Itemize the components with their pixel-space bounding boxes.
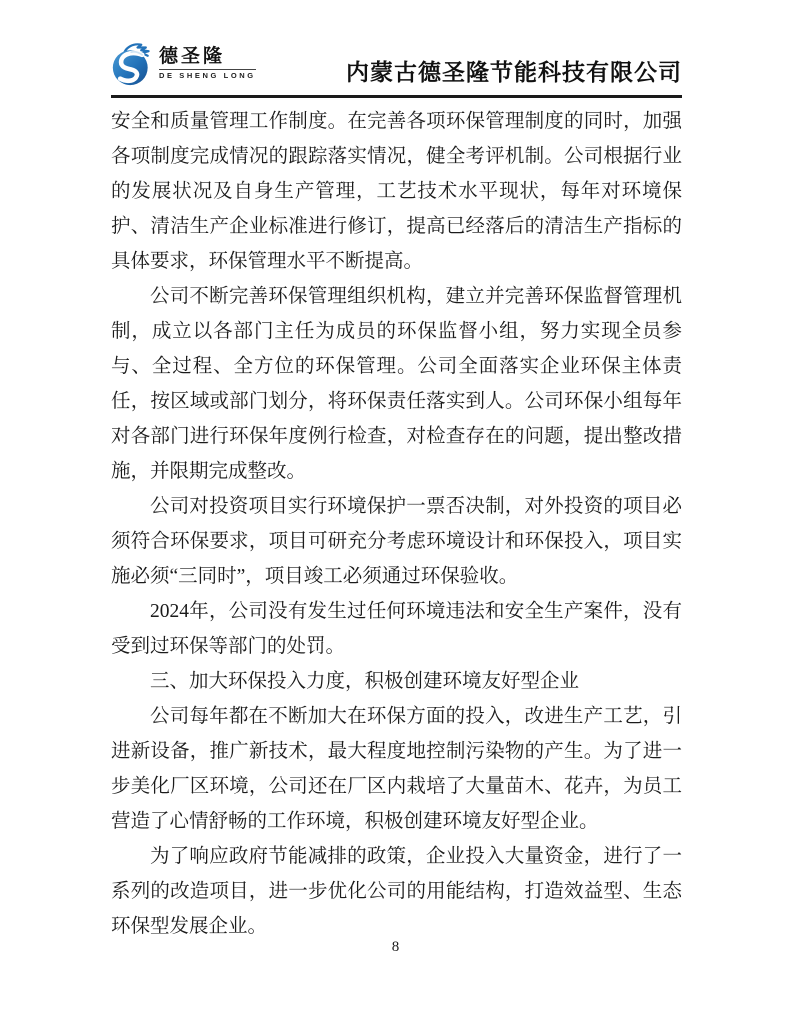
paragraph: 公司不断完善环保管理组织机构，建立并完善环保监督管理机制，成立以各部门主任为成员的环保监督小组，努力实现全员参与、全过程、全方位的环保管理。公司全面落实企业环保主体责任，按区域或部门划分，将环保责任落实到人。公司环保小组每年对各部门进行环保年度例行检查，对检查存在的问题，提出整改措施，并限期完成整改。 (111, 286, 682, 482)
paragraph: 安全和质量管理工作制度。在完善各项环保管理制度的同时，加强各项制度完成情况的跟踪落实情况，健全考评机制。公司根据行业的发展状况及自身生产管理，工艺技术水平现状，每年对环境保护、清洁生产企业标准进行修订，提高已经落后的清洁生产指标的具体要求，环保管理水平不断提高。 (111, 111, 682, 272)
paragraph: 公司每年都在不断加大在环保方面的投入，改进生产工艺，引进新设备，推广新技术，最大程度地控制污染物的产生。为了进一步美化厂区环境，公司还在厂区内栽培了大量苗木、花卉，为员工营造了心情舒畅的工作环境，积极创建环境友好型企业。 (111, 706, 682, 832)
paragraph: 公司对投资项目实行环境保护一票否决制，对外投资的项目必须符合环保要求，项目可研充分考虑环境设计和环保投入，项目实施必须“三同时”，项目竣工必须通过环保验收。 (111, 496, 682, 587)
document-body (111, 104, 682, 944)
page-content (111, 33, 682, 944)
section-heading: 三、加大环保投入力度，积极创建环境友好型企业 (150, 671, 580, 692)
logo-text (159, 47, 256, 80)
paragraph: 2024年，公司没有发生过任何环境违法和安全生产案件，没有受到过环保等部门的处罚。 (111, 601, 682, 657)
paragraph: 为了响应政府节能减排的政策，企业投入大量资金，进行了一系列的改造项目，进一步优化公司的用能结构，打造效益型、生态环保型发展企业。 (111, 846, 682, 937)
page-number: 8 (391, 939, 400, 955)
logo-name-en: DE SHENG LONG (159, 70, 256, 80)
company-logo (111, 41, 256, 87)
dragon-logo-icon (111, 41, 155, 87)
logo-name-cn: 德圣隆 (159, 45, 226, 67)
page-header (111, 33, 682, 98)
company-name: 内蒙古德圣隆节能科技有限公司 (346, 60, 682, 85)
